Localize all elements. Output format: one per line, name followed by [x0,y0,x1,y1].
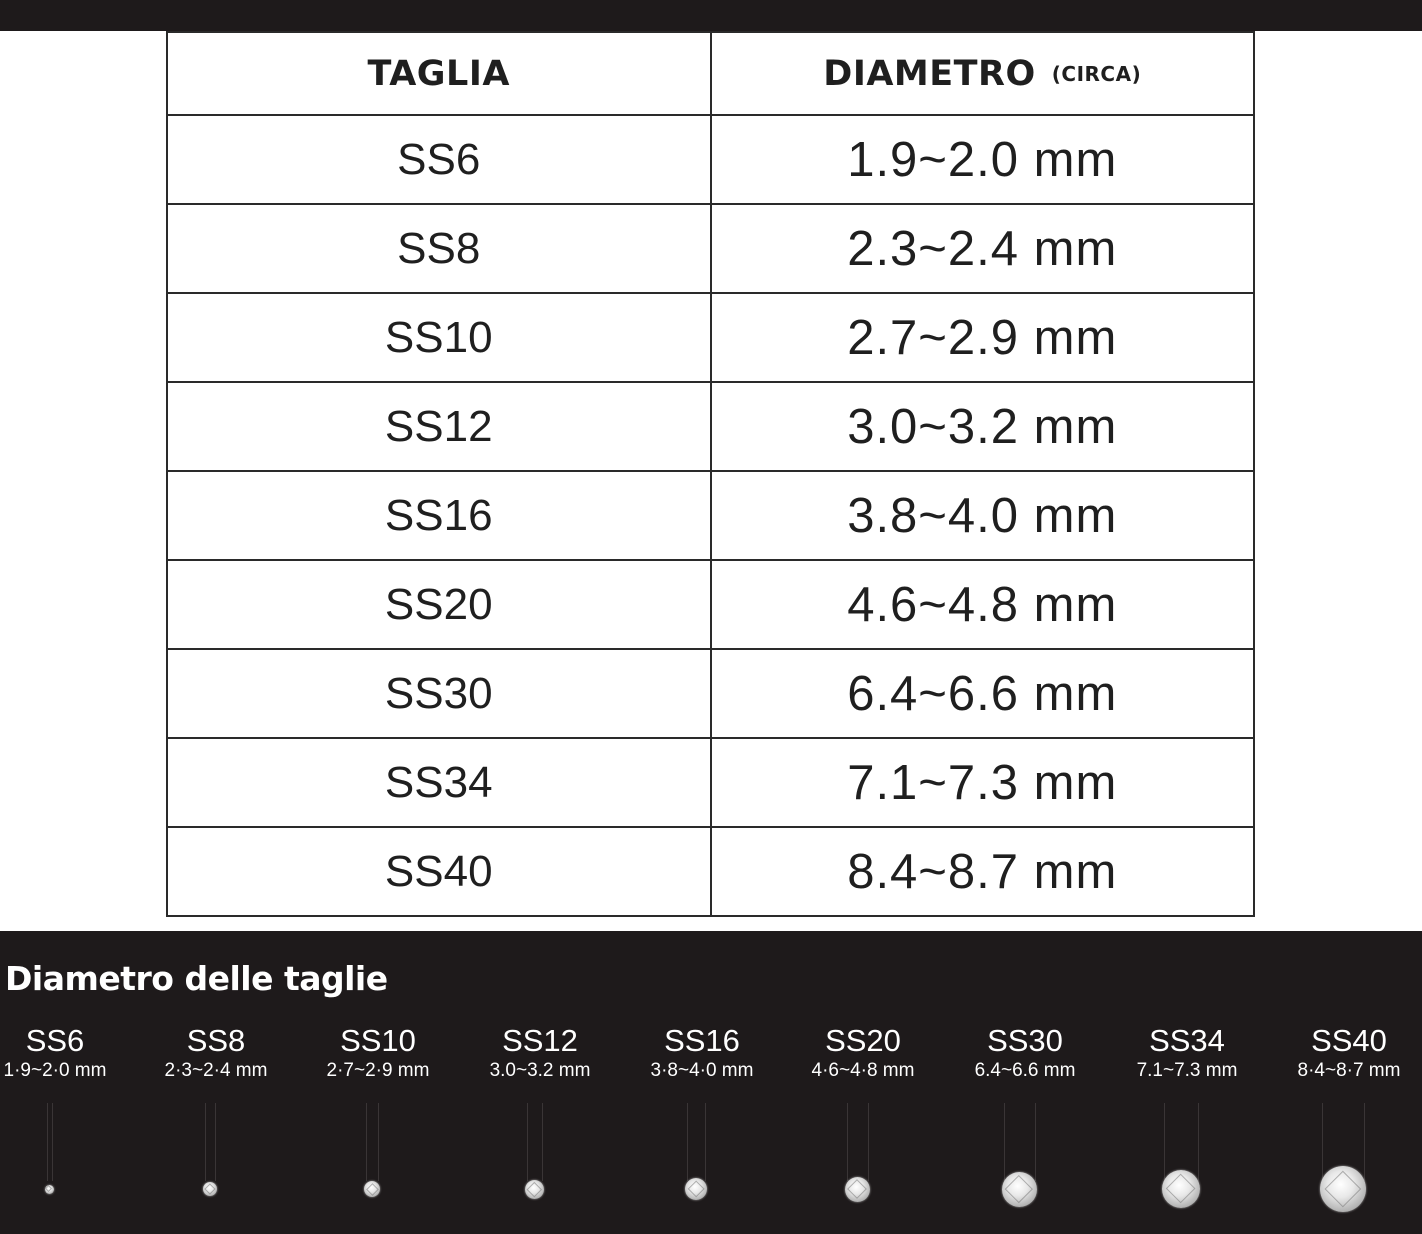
gem-guide-line [205,1103,206,1181]
gem-size-range: 2·7~2·9 mm [326,1060,430,1081]
gem-size-range: 3.0~3.2 mm [489,1060,591,1081]
diameter-cell: 6.4~6.6 mm [711,649,1255,738]
rhinestone-icon [1320,1166,1366,1212]
gem-guide-line [705,1103,706,1181]
gem-size-column [1274,1023,1422,1083]
diameter-cell: 8.4~8.7 mm [711,827,1255,916]
gem-size-column [0,1023,130,1083]
table-header-row [167,32,1254,115]
rhinestone-icon [364,1181,380,1197]
gem-guide-line [1035,1103,1036,1181]
table-row [167,649,1254,738]
table-row [167,827,1254,916]
gem-guide-line [47,1103,48,1181]
gem-guide-line [1322,1103,1323,1181]
gem-guide-line [1164,1103,1165,1181]
size-cell: SS10 [167,293,711,382]
size-cell: SS8 [167,204,711,293]
gem-guide-line [52,1103,53,1181]
table-row [167,560,1254,649]
gem-size-name: SS10 [340,1023,416,1058]
diameter-cell: 7.1~7.3 mm [711,738,1255,827]
table-row [167,115,1254,204]
table-row [167,204,1254,293]
gem-size-range: 8·4~8·7 mm [1297,1060,1401,1081]
rhinestone-icon [1002,1172,1037,1207]
size-cell: SS40 [167,827,711,916]
header-size: TAGLIA [167,32,711,115]
gem-size-name: SS16 [664,1023,740,1058]
gem-guide-line [1004,1103,1005,1181]
gem-guide-line [687,1103,688,1181]
gem-size-column [141,1023,291,1083]
gem-guide-line [868,1103,869,1181]
diameter-cell: 3.0~3.2 mm [711,382,1255,471]
gem-size-name: SS12 [502,1023,578,1058]
gem-size-column [1112,1023,1262,1083]
gem-size-range: 7.1~7.3 mm [1136,1060,1238,1081]
size-cell: SS30 [167,649,711,738]
rhinestone-icon [203,1182,217,1196]
gem-size-column [465,1023,615,1083]
diameter-cell: 2.7~2.9 mm [711,293,1255,382]
header-diameter-note: (CIRCA) [1051,61,1142,86]
gem-size-name: SS34 [1149,1023,1225,1058]
table-row [167,382,1254,471]
gem-guide-line [378,1103,379,1181]
gem-guide-line [542,1103,543,1181]
size-cell: SS6 [167,115,711,204]
table-row [167,738,1254,827]
gem-guide-line [215,1103,216,1181]
gem-size-column [950,1023,1100,1083]
table-row [167,293,1254,382]
gem-size-column [303,1023,453,1083]
top-bar [0,0,1422,31]
diameter-cell: 2.3~2.4 mm [711,204,1255,293]
size-diameter-panel [0,931,1422,1234]
gem-size-range: 4·6~4·8 mm [811,1060,915,1081]
size-cell: SS16 [167,471,711,560]
rhinestone-icon [45,1185,54,1194]
gem-guide-line [847,1103,848,1181]
gem-size-column [627,1023,777,1083]
gem-size-name: SS30 [987,1023,1063,1058]
gem-guide-line [527,1103,528,1181]
diameter-cell: 1.9~2.0 mm [711,115,1255,204]
gem-size-range: 3·8~4·0 mm [650,1060,754,1081]
size-cell: SS34 [167,738,711,827]
rhinestone-icon [685,1178,707,1200]
gem-guide-line [366,1103,367,1181]
rhinestone-icon [525,1180,544,1199]
size-cell: SS12 [167,382,711,471]
gem-size-name: SS8 [186,1023,246,1058]
gem-size-range: 1·9~2·0 mm [3,1060,107,1081]
rhinestone-icon [1162,1170,1200,1208]
header-diameter: DIAMETRO $^{(CIRCA)}$ [711,32,1255,115]
gem-size-column [788,1023,938,1083]
size-cell: SS20 [167,560,711,649]
gem-size-name: SS6 [25,1023,85,1058]
rhinestone-icon [845,1177,870,1202]
panel-title: Diametro delle taglie [5,959,388,998]
diameter-cell: 3.8~4.0 mm [711,471,1255,560]
gem-size-name: SS40 [1311,1023,1387,1058]
gem-guide-line [1364,1103,1365,1181]
size-table [166,31,1255,917]
gem-guide-line [1198,1103,1199,1181]
gem-size-range: 2·3~2·4 mm [164,1060,268,1081]
diameter-cell: 4.6~4.8 mm [711,560,1255,649]
gem-size-name: SS20 [825,1023,901,1058]
table-row [167,471,1254,560]
gem-size-range: 6.4~6.6 mm [974,1060,1076,1081]
